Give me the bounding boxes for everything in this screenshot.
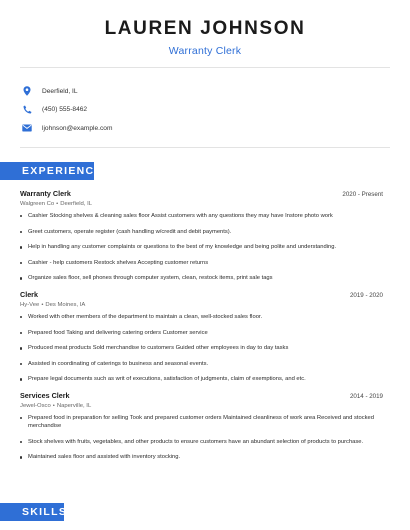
candidate-name: LAUREN JOHNSON bbox=[104, 18, 306, 39]
job-bullet: Organize sales floor, sell phones through computer system, clean, restock items, print sale tags bbox=[20, 274, 383, 282]
job-entry bbox=[20, 391, 383, 462]
job-location: Des Moines, IA bbox=[45, 301, 86, 308]
job-company: Jewel-Osco bbox=[20, 402, 51, 409]
job-entry bbox=[20, 290, 383, 384]
job-bullet: Cashier Stocking shelves & cleaning sales floor Assist customers with any questions they may have Instore photo work bbox=[20, 212, 383, 220]
contact-divider bbox=[20, 147, 390, 148]
header-divider bbox=[20, 67, 390, 68]
job-entry bbox=[20, 189, 383, 283]
job-company: Walgreen Co bbox=[20, 201, 55, 207]
job-company-line: Hy-Vee • Des Moines, IA bbox=[20, 301, 86, 308]
candidate-role: Warranty Clerk bbox=[168, 45, 242, 57]
phone-icon bbox=[22, 105, 32, 115]
envelope-icon bbox=[22, 123, 32, 133]
job-location: Deerfield, IL bbox=[60, 201, 92, 207]
job-bullet: Prepared food Taking and delivering catering orders Customer service bbox=[20, 329, 383, 337]
contact-phone bbox=[20, 101, 390, 120]
contact-phone-text: (450) 555-8462 bbox=[42, 106, 88, 114]
contact-email-text[interactable]: ljohnson@example.com bbox=[42, 124, 113, 132]
resume-header bbox=[0, 0, 410, 57]
job-location: Naperville, IL bbox=[56, 402, 92, 409]
job-dates: 2020 - Present bbox=[342, 191, 383, 198]
job-bullet: Prepared food in preparation for selling Took and prepared customer orders Maintained cleanliness of work area Received and stocked merchandise bbox=[20, 414, 383, 430]
contact-list bbox=[20, 82, 390, 138]
job-bullet: Help in handling any customer complaints or questions to the best of my knowledge and being polite and understanding. bbox=[20, 243, 383, 251]
job-bullet: Produced meat products Sold merchandise to customers Guided other employees in day to day tasks bbox=[20, 344, 383, 352]
job-dates: 2014 - 2019 bbox=[349, 392, 383, 400]
job-bullet: Cashier - help customers Restock shelves Accepting customer returns bbox=[20, 259, 383, 267]
job-title: Warranty Clerk bbox=[20, 189, 71, 198]
job-bullets bbox=[20, 414, 383, 462]
job-bullets bbox=[20, 212, 383, 283]
job-company-line: Jewel-Osco • Naperville, IL bbox=[20, 402, 92, 409]
job-bullet: Maintained sales floor and assisted with inventory stocking. bbox=[20, 453, 383, 461]
contact-email[interactable] bbox=[20, 119, 390, 138]
job-title: Services Clerk bbox=[20, 390, 70, 400]
job-bullet: Assisted in coordinating of caterings to business and seasonal events. bbox=[20, 360, 383, 368]
section-heading-skills: SKILLS bbox=[0, 503, 64, 521]
job-bullet: Prepare legal documents such as writ of executions, satisfaction of judgments, claim of exemptions, and etc. bbox=[20, 375, 383, 383]
job-bullet: Greet customers, operate register (cash handling w/credit and debit payments). bbox=[20, 228, 383, 236]
job-bullet: Worked with other members of the department to maintain a clean, well-stocked sales floor. bbox=[20, 313, 383, 321]
job-dates: 2019 - 2020 bbox=[349, 291, 383, 299]
section-heading-experience: EXPERIENCE bbox=[0, 162, 94, 180]
job-bullets bbox=[20, 313, 383, 384]
job-company-line: Walgreen Co • Deerfield, IL bbox=[20, 201, 92, 207]
job-bullet: Stock shelves with fruits, vegetables, and other products to ensure customers have an abundant selection of products to purchase. bbox=[20, 438, 383, 446]
job-company: Hy-Vee bbox=[20, 301, 40, 308]
contact-location-text: Deerfield, IL bbox=[42, 87, 78, 95]
job-title: Clerk bbox=[20, 289, 38, 299]
location-pin-icon bbox=[22, 86, 32, 96]
contact-location bbox=[20, 82, 390, 101]
experience-list bbox=[20, 189, 383, 469]
